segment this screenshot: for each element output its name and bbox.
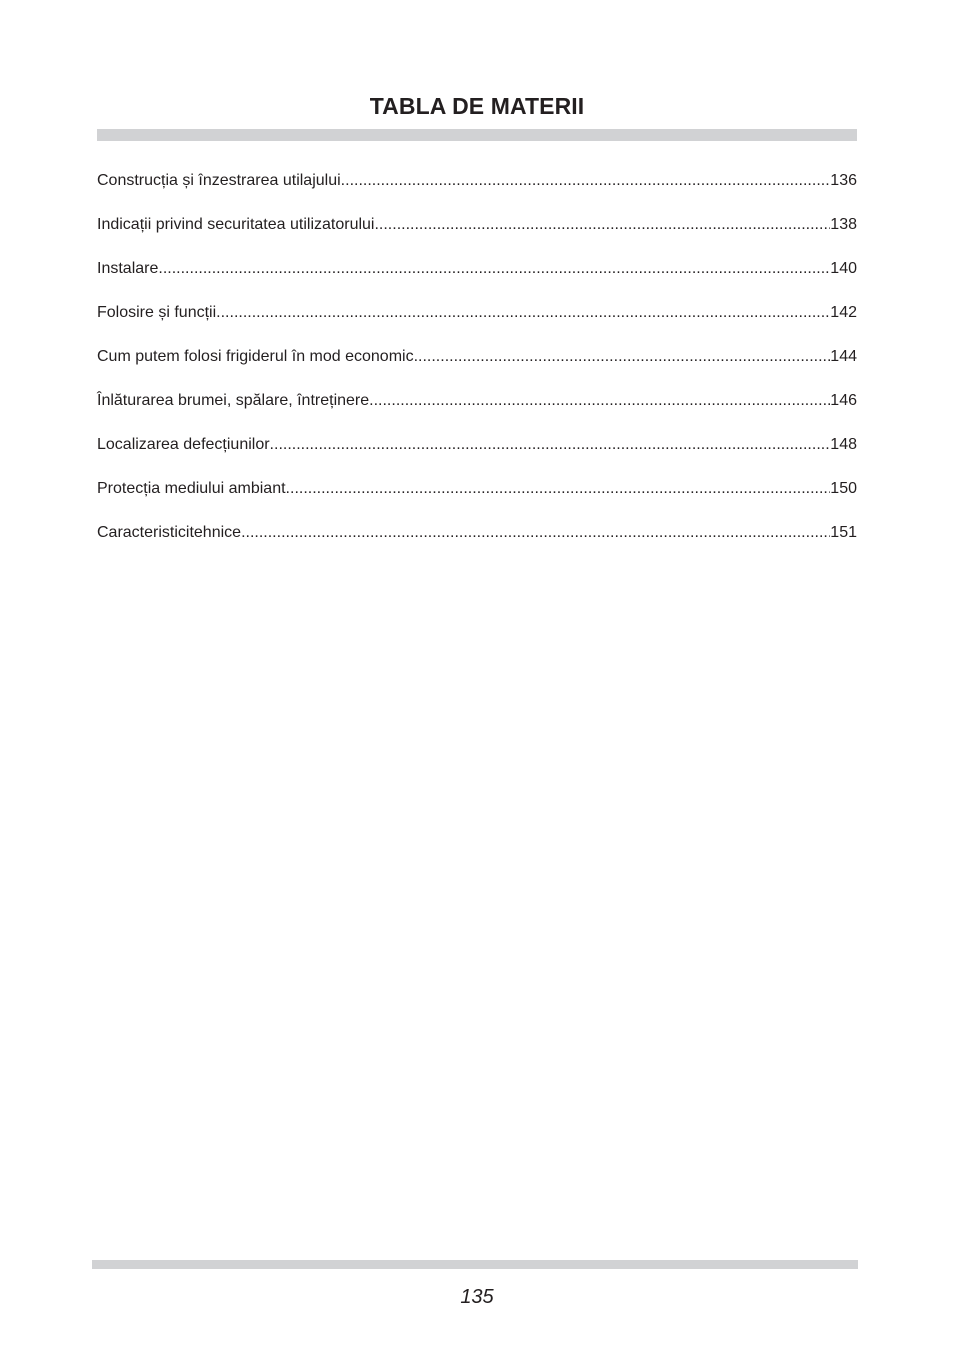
toc-entry[interactable] [97,256,857,300]
table-of-contents [97,168,857,564]
toc-entry[interactable] [97,432,857,476]
toc-entry[interactable] [97,476,857,520]
toc-entry[interactable] [97,168,857,212]
toc-leader-dots [341,168,831,194]
toc-leader-dots [216,300,830,326]
toc-entry-page: 140 [830,260,857,277]
toc-leader-dots [270,432,831,458]
toc-entry[interactable] [97,344,857,388]
toc-entry-page: 150 [830,480,857,497]
title-divider [97,129,857,141]
toc-leader-dots [241,520,830,546]
toc-entry[interactable] [97,212,857,256]
toc-entry-label: Localizarea defecțiunilor [97,436,270,453]
toc-entry-label: Indicații privind securitatea utilizatorului [97,216,375,233]
toc-entry-page: 148 [830,436,857,453]
toc-entry-page: 146 [830,392,857,409]
toc-leader-dots [369,388,830,414]
toc-entry-label: Construcția și înzestrarea utilajului [97,172,341,189]
toc-entry-label: Caracteristicitehnice [97,524,242,541]
toc-entry-page: 151 [830,524,857,541]
toc-entry[interactable] [97,520,857,564]
toc-leader-dots [158,256,830,282]
toc-entry[interactable] [97,388,857,432]
toc-entry-label: Înlăturarea brumei, spălare, întreținere [97,392,370,409]
toc-leader-dots [414,344,831,370]
toc-entry-label: Instalare [97,260,159,277]
toc-leader-dots [374,212,830,238]
toc-entry-label: Protecția mediului ambiant [97,480,286,497]
page-number: 135 [460,1286,494,1308]
toc-entry-label: Folosire și funcții [97,304,217,321]
footer-divider [92,1260,858,1269]
toc-entry-page: 142 [830,304,857,321]
toc-entry-page: 144 [830,348,857,365]
toc-entry-page: 138 [830,216,857,233]
toc-entry[interactable] [97,300,857,344]
toc-leader-dots [286,476,831,502]
toc-entry-page: 136 [830,172,857,189]
toc-entry-label: Cum putem folosi frigiderul în mod economic [97,348,414,365]
page-title: TABLA DE MATERII [369,93,585,119]
